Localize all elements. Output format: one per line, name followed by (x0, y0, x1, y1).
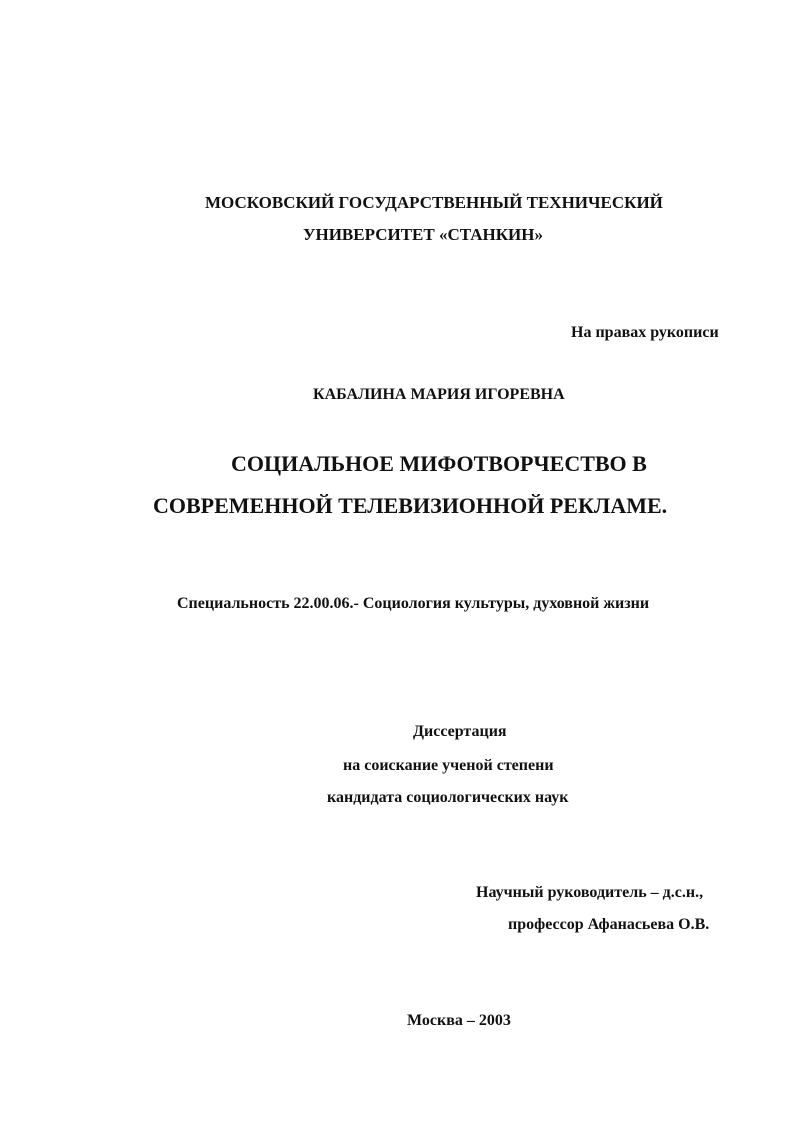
supervisor-line-2: профессор Афанасьева О.В. (508, 916, 710, 933)
degree-line-3: кандидата социологических наук (327, 789, 569, 806)
university-line-2: УНИВЕРСИТЕТ «СТАНКИН» (303, 225, 544, 244)
place-year: Москва – 2003 (407, 1012, 511, 1029)
rights-notice: На правах рукописи (571, 324, 719, 341)
title-line-2: СОВРЕМЕННОЙ ТЕЛЕВИЗИОННОЙ РЕКЛАМЕ. (153, 493, 668, 518)
degree-line-2: на соискание ученой степени (343, 757, 554, 774)
specialty: Специальность 22.00.06.- Социология культуры, духовной жизни (177, 595, 650, 612)
title-line-1: СОЦИАЛЬНОЕ МИФОТВОРЧЕСТВО В (231, 451, 647, 476)
supervisor-line-1: Научный руководитель – д.с.н., (476, 884, 704, 901)
degree-line-1: Диссертация (413, 723, 507, 740)
author-name: КАБАЛИНА МАРИЯ ИГОРЕВНА (313, 386, 565, 403)
university-line-1: МОСКОВСКИЙ ГОСУДАРСТВЕННЫЙ ТЕХНИЧЕСКИЙ (205, 193, 663, 212)
